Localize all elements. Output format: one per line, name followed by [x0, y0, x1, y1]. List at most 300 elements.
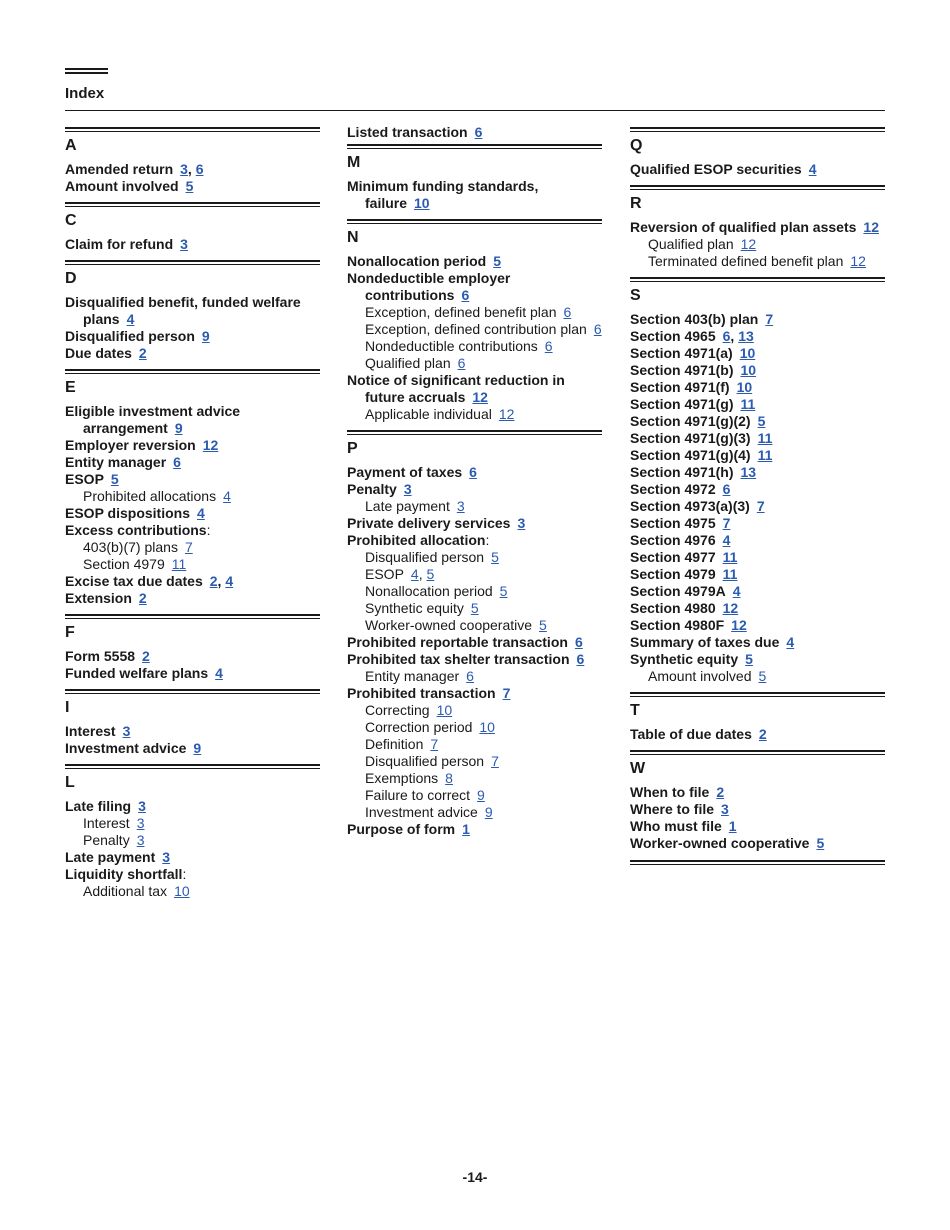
index-section-i: [65, 689, 320, 757]
page-link[interactable]: 4: [215, 665, 223, 681]
section-rule: [65, 202, 320, 207]
index-section-t: [630, 692, 885, 743]
entry-colon: :: [485, 532, 490, 548]
index-section-n: [347, 219, 602, 423]
section-letter: Q: [630, 137, 643, 154]
index-entry: [347, 178, 602, 212]
index-entry: [630, 161, 885, 178]
index-section-f: [65, 614, 320, 682]
entry-label: Correcting: [365, 702, 430, 718]
page-link[interactable]: 4: [722, 532, 731, 548]
entry-label: Qualified plan: [365, 355, 451, 371]
page-link[interactable]: 10: [740, 362, 757, 378]
entry-label: Disqualified person: [365, 549, 485, 565]
page-link[interactable]: 4: [223, 488, 231, 504]
page-link[interactable]: 6: [457, 355, 466, 371]
index-entry: [630, 651, 885, 668]
entry-label: Section 4979: [83, 556, 165, 572]
entry-label: Qualified plan: [648, 236, 734, 252]
section-letter: P: [347, 440, 358, 457]
index-subentry: [347, 406, 602, 423]
entry-label: Synthetic equity: [630, 651, 739, 667]
entry-label: 403(b)(7) plans: [83, 539, 178, 555]
page-link[interactable]: 3: [136, 815, 145, 831]
index-section-a: [65, 127, 320, 195]
page-link[interactable]: 1: [728, 818, 737, 834]
page-link[interactable]: 2: [138, 590, 147, 606]
entry-label: Disqualified person: [365, 753, 485, 769]
page-link[interactable]: 7: [765, 311, 774, 327]
page-link[interactable]: 9: [193, 740, 202, 756]
section-rule: [630, 127, 885, 132]
page-link[interactable]: 7: [430, 736, 439, 752]
section-rule: [347, 430, 602, 435]
page-link[interactable]: 4: [410, 566, 419, 582]
page-link[interactable]: 5: [499, 583, 508, 599]
page-link[interactable]: 13: [740, 464, 757, 480]
page-link[interactable]: 11: [740, 396, 756, 412]
page-link[interactable]: 5: [110, 471, 119, 487]
page-link[interactable]: 7: [502, 685, 511, 701]
page-link[interactable]: 2: [138, 345, 147, 361]
entry-label: Terminated defined benefit plan: [648, 253, 844, 269]
entry-label: Section 4965: [630, 328, 716, 344]
entry-label: Exception, defined benefit plan: [365, 304, 557, 320]
index-entry: [630, 617, 885, 634]
entry-label: Section 4977: [630, 549, 716, 565]
page-link[interactable]: 5: [493, 253, 502, 269]
page-link[interactable]: 11: [171, 556, 187, 572]
index-subentry: [65, 488, 320, 505]
index-subentry: [347, 600, 602, 617]
section-rule: [630, 692, 885, 697]
index-subentry: [347, 355, 602, 372]
entry-label: Worker-owned cooperative: [365, 617, 533, 633]
index-entry: [65, 522, 320, 539]
page-link[interactable]: 1: [462, 821, 470, 837]
entry-label: Section 4980F: [630, 617, 725, 633]
page-link[interactable]: 12: [850, 253, 866, 269]
index-subentry: [347, 549, 602, 566]
entry-label: Late filing: [65, 798, 132, 814]
section-letter: L: [65, 774, 75, 791]
entry-label: Interest: [83, 815, 130, 831]
section-letter: I: [65, 699, 70, 716]
entry-label: Claim for refund: [65, 236, 174, 252]
entry-colon: :: [206, 522, 211, 538]
index-subentry: [65, 815, 320, 832]
page-link[interactable]: 10: [436, 702, 453, 718]
page-link[interactable]: 5: [816, 835, 825, 851]
entry-label: Employer reversion: [65, 437, 196, 453]
entry-label: Exemptions: [365, 770, 439, 786]
index-entry: [630, 430, 885, 447]
index-subentry: [65, 539, 320, 556]
index-subentry: [347, 321, 602, 338]
entry-label: Disqualified benefit, funded welfare plans: [65, 294, 301, 327]
index-section-e: [65, 369, 320, 607]
index-subentry: [347, 566, 602, 583]
entry-label: Section 4971(f): [630, 379, 730, 395]
page-link[interactable]: 3: [122, 723, 131, 739]
entry-label: Correction period: [365, 719, 473, 735]
page-separator: ,: [217, 573, 226, 589]
index-entry: [65, 236, 320, 253]
section-letter: N: [347, 229, 359, 246]
index-entry: [65, 505, 320, 522]
page-link[interactable]: 7: [184, 539, 193, 555]
entry-label: Prohibited reportable transaction: [347, 634, 568, 650]
entry-label: Amount involved: [648, 668, 752, 684]
entry-label: Nondeductible employer contributions: [347, 270, 511, 303]
index-entry: [347, 253, 602, 270]
section-rule: [347, 219, 602, 224]
page-title: Index: [65, 85, 105, 102]
section-rule: [630, 185, 885, 190]
section-rule: [630, 277, 885, 282]
index-entry: [65, 454, 320, 471]
entry-label: Section 4971(b): [630, 362, 734, 378]
page-link[interactable]: 12: [472, 389, 488, 405]
page-link[interactable]: 10: [739, 345, 756, 361]
page-link[interactable]: 6: [593, 321, 602, 337]
index-entry: [347, 532, 602, 549]
page-separator: ,: [418, 566, 427, 582]
entry-label: Minimum funding standards, failure: [347, 178, 539, 211]
index-entry: [65, 328, 320, 345]
index-column-1: [65, 124, 320, 907]
index-section-s: [630, 277, 885, 685]
index-entry: [630, 818, 885, 835]
index-section-d: [65, 260, 320, 362]
page-link[interactable]: 5: [757, 413, 766, 429]
page-link[interactable]: 3: [138, 798, 146, 814]
section-letter: M: [347, 154, 361, 171]
entry-label: Section 4971(g)(3): [630, 430, 751, 446]
entry-label: Section 4975: [630, 515, 716, 531]
entry-label: ESOP dispositions: [65, 505, 190, 521]
entry-label: Prohibited allocations: [83, 488, 217, 504]
page-link[interactable]: 3: [136, 832, 145, 848]
entry-label: Extension: [65, 590, 132, 606]
entry-label: ESOP: [365, 566, 404, 582]
index-column-2: [347, 124, 602, 845]
page-link[interactable]: 8: [445, 770, 453, 786]
page-link[interactable]: 12: [722, 600, 739, 616]
page-link[interactable]: 9: [174, 420, 183, 436]
entry-label: Investment advice: [65, 740, 187, 756]
page-link[interactable]: 3: [162, 849, 171, 865]
page-link[interactable]: 4: [225, 573, 234, 589]
section-rule: [630, 750, 885, 755]
index-section-l: [65, 764, 320, 900]
index-section-m: [347, 144, 602, 212]
page-link[interactable]: 6: [195, 161, 204, 177]
index-subentry: [347, 668, 602, 685]
page-link[interactable]: 5: [470, 600, 479, 616]
section-letter: A: [65, 137, 77, 154]
page-link[interactable]: 12: [731, 617, 747, 633]
index-entry: [630, 726, 885, 743]
page-link[interactable]: 4: [197, 505, 205, 521]
section-letter: W: [630, 760, 646, 777]
section-rule: [65, 369, 320, 374]
page-link[interactable]: 10: [479, 719, 495, 735]
page-link[interactable]: 2: [209, 573, 218, 589]
page-link[interactable]: 12: [498, 406, 515, 422]
page-link[interactable]: 11: [757, 430, 773, 446]
header-top-rule: [65, 68, 108, 74]
page-link[interactable]: 2: [758, 726, 767, 742]
entry-label: Prohibited tax shelter transaction: [347, 651, 570, 667]
page-link[interactable]: 9: [484, 804, 493, 820]
index-subentry: [347, 770, 602, 787]
entry-label: Reversion of qualified plan assets: [630, 219, 857, 235]
page-link[interactable]: 5: [758, 668, 767, 684]
index-subentry: [630, 236, 885, 253]
page-link[interactable]: 11: [757, 447, 773, 463]
entry-label: Payment of taxes: [347, 464, 463, 480]
page-link[interactable]: 6: [576, 651, 585, 667]
index-entry: [347, 821, 602, 838]
entry-label: Investment advice: [365, 804, 478, 820]
page-link[interactable]: 12: [863, 219, 879, 235]
index-entry: [347, 270, 602, 304]
page-link[interactable]: 7: [756, 498, 765, 514]
entry-label: Additional tax: [83, 883, 168, 899]
index-entry: [347, 481, 602, 498]
page-link[interactable]: 4: [732, 583, 741, 599]
page-link[interactable]: 5: [539, 617, 547, 633]
page-link[interactable]: 6: [722, 328, 731, 344]
entry-label: Nonallocation period: [347, 253, 487, 269]
section-rule: [65, 689, 320, 694]
entry-label: When to file: [630, 784, 710, 800]
entry-label: Section 4979: [630, 566, 716, 582]
page-link[interactable]: 9: [201, 328, 210, 344]
entry-label: Section 4972: [630, 481, 716, 497]
section-rule: [65, 614, 320, 619]
page-link[interactable]: 6: [466, 668, 474, 684]
page-link[interactable]: 7: [722, 515, 731, 531]
section-letter: C: [65, 212, 77, 229]
page-link[interactable]: 5: [491, 549, 499, 565]
page-link[interactable]: 3: [180, 236, 188, 252]
entry-label: Section 4971(g)(4): [630, 447, 751, 463]
index-entry: [630, 362, 885, 379]
index-entry: [630, 464, 885, 481]
section-rule: [65, 260, 320, 265]
index-entry: [630, 379, 885, 396]
page-link[interactable]: 6: [563, 304, 572, 320]
page-link[interactable]: 5: [426, 566, 435, 582]
index-subentry: [347, 719, 602, 736]
page-link[interactable]: 6: [469, 464, 477, 480]
entry-label: Worker-owned cooperative: [630, 835, 810, 851]
index-section-p: [347, 430, 602, 838]
index-entry: [65, 294, 320, 328]
section-rule: [347, 144, 602, 149]
index-subentry: [65, 883, 320, 900]
section-rule: [65, 764, 320, 769]
index-entry: [630, 549, 885, 566]
entry-label: Where to file: [630, 801, 715, 817]
page-link[interactable]: 10: [736, 379, 753, 395]
entry-label: Section 403(b) plan: [630, 311, 759, 327]
page-separator: ,: [187, 161, 196, 177]
index-subentry: [630, 253, 885, 270]
entry-label: Interest: [65, 723, 116, 739]
page-link[interactable]: 5: [745, 651, 753, 667]
index-section-c: [65, 202, 320, 253]
index-subentry: [347, 702, 602, 719]
index-subentry: [65, 556, 320, 573]
entry-label: Amount involved: [65, 178, 179, 194]
entry-label: Due dates: [65, 345, 132, 361]
index-entry: [347, 685, 602, 702]
page-link[interactable]: 5: [185, 178, 194, 194]
index-subentry: [347, 804, 602, 821]
index-entry: [65, 178, 320, 195]
index-entry: [630, 634, 885, 651]
index-entry: [347, 372, 602, 406]
page-link[interactable]: 6: [461, 287, 470, 303]
index-entry: [65, 723, 320, 740]
entry-label: Form 5558: [65, 648, 136, 664]
index-entry: [347, 651, 602, 668]
page-link[interactable]: 6: [544, 338, 553, 354]
entry-label: Funded welfare plans: [65, 665, 209, 681]
entry-colon: :: [182, 866, 187, 882]
page-link[interactable]: 3: [721, 801, 729, 817]
page-link[interactable]: 3: [403, 481, 412, 497]
entry-label: Who must file: [630, 818, 722, 834]
entry-label: Penalty: [83, 832, 130, 848]
index-section-r: [630, 185, 885, 270]
entry-label: Liquidity shortfall: [65, 866, 183, 882]
page-link[interactable]: 6: [574, 634, 583, 650]
index-entry: [65, 437, 320, 454]
index-entry: [630, 481, 885, 498]
index-entry: [630, 413, 885, 430]
index-entry: [65, 665, 320, 682]
index-section-q: [630, 127, 885, 178]
page-link[interactable]: 10: [414, 195, 430, 211]
entry-label: Synthetic equity: [365, 600, 464, 616]
index-entry: [630, 498, 885, 515]
entry-label: Purpose of form: [347, 821, 456, 837]
index-entry: [630, 328, 885, 345]
entry-label: Penalty: [347, 481, 397, 497]
entry-label: Disqualified person: [65, 328, 195, 344]
index-entry: [630, 566, 885, 583]
index-column-3: [630, 124, 885, 865]
index-subentry: [347, 736, 602, 753]
page-link[interactable]: 4: [126, 311, 135, 327]
entry-label: Section 4971(h): [630, 464, 734, 480]
page-link[interactable]: 3: [517, 515, 526, 531]
page-link[interactable]: 10: [174, 883, 190, 899]
section-letter: R: [630, 195, 642, 212]
index-entry: [65, 740, 320, 757]
index-entry: [630, 447, 885, 464]
entry-label: Private delivery services: [347, 515, 511, 531]
page-link[interactable]: 9: [477, 787, 485, 803]
index-entry: [65, 471, 320, 488]
page-separator: ,: [730, 328, 739, 344]
entry-label: Listed transaction: [347, 124, 468, 140]
column-end-rule: [630, 860, 885, 865]
page-link[interactable]: 6: [474, 124, 483, 140]
index-entry: [630, 345, 885, 362]
index-entry: [65, 849, 320, 866]
entry-label: Section 4980: [630, 600, 716, 616]
index-entry: [630, 801, 885, 818]
page-link[interactable]: 7: [491, 753, 499, 769]
index-subentry: [347, 753, 602, 770]
page-number: -14-: [462, 1169, 488, 1185]
index-entry: [347, 464, 602, 481]
index-entry: [630, 396, 885, 413]
entry-label: Failure to correct: [365, 787, 471, 803]
section-letter: F: [65, 624, 75, 641]
entry-label: Section 4979A: [630, 583, 726, 599]
index-entry: [65, 866, 320, 883]
index-entry: [347, 515, 602, 532]
page-link[interactable]: 13: [738, 328, 754, 344]
page-link[interactable]: 11: [722, 549, 738, 565]
entry-label: Section 4971(g)(2): [630, 413, 751, 429]
page-link[interactable]: 2: [716, 784, 725, 800]
index-entry: [347, 634, 602, 651]
page-link[interactable]: 3: [180, 161, 188, 177]
index-entry: [65, 161, 320, 178]
entry-label: Notice of significant reduction in future accruals: [347, 372, 565, 405]
section-letter: E: [65, 379, 76, 396]
index-subentry: [65, 832, 320, 849]
entry-label: Section 4973(a)(3): [630, 498, 750, 514]
entry-label: Entity manager: [365, 668, 460, 684]
entry-label: Definition: [365, 736, 424, 752]
index-entry: [630, 532, 885, 549]
page-link[interactable]: 3: [456, 498, 465, 514]
index-entry: [65, 590, 320, 607]
entry-label: Exception, defined contribution plan: [365, 321, 587, 337]
entry-label: Entity manager: [65, 454, 167, 470]
page-link[interactable]: 6: [173, 454, 181, 470]
page-link[interactable]: 6: [722, 481, 731, 497]
index-subentry: [347, 787, 602, 804]
page-link[interactable]: 4: [786, 634, 795, 650]
entry-label: Excess contributions: [65, 522, 207, 538]
section-letter: T: [630, 702, 640, 719]
page-link[interactable]: 12: [202, 437, 219, 453]
index-subentry: [347, 338, 602, 355]
index-entry: [65, 573, 320, 590]
index-entry: [630, 583, 885, 600]
page-link[interactable]: 2: [142, 648, 150, 664]
index-entry: [630, 835, 885, 852]
index-entry: [65, 648, 320, 665]
page-link[interactable]: 12: [740, 236, 757, 252]
section-letter: S: [630, 287, 641, 304]
header-rule: [65, 110, 885, 111]
entry-label: Excise tax due dates: [65, 573, 203, 589]
page-link[interactable]: 4: [808, 161, 817, 177]
page-link[interactable]: 11: [722, 566, 738, 582]
entry-label: Prohibited transaction: [347, 685, 496, 701]
index-subentry: [347, 498, 602, 515]
